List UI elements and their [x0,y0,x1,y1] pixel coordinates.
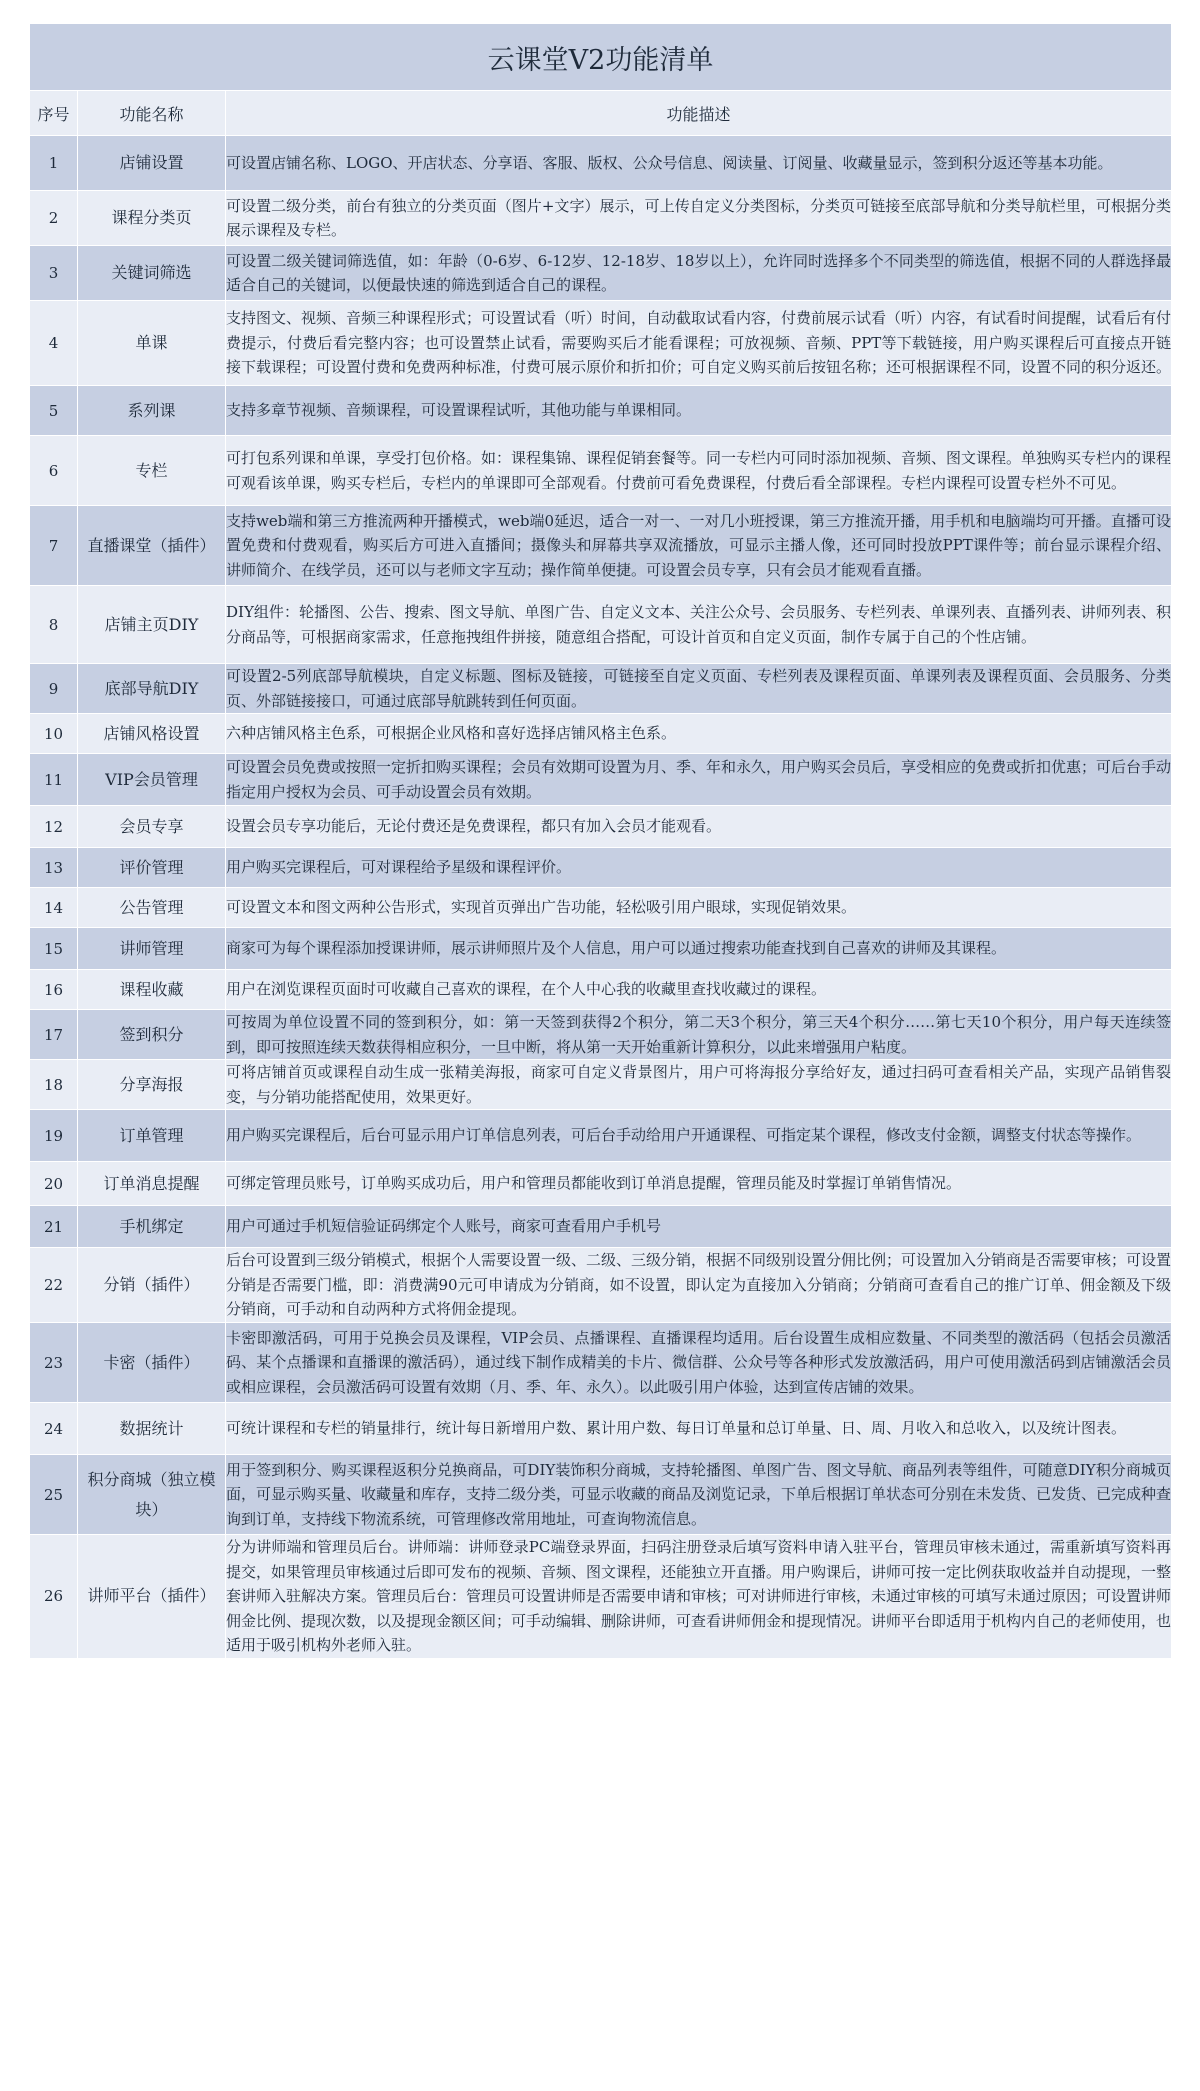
table-row [30,664,1172,714]
feature-name: 系列课 [78,386,226,436]
row-index: 7 [30,506,78,586]
feature-name: 店铺风格设置 [78,714,226,754]
table-row [30,1060,1172,1110]
header-row [30,91,1172,136]
feature-description: 可绑定管理员账号，订单购买成功后，用户和管理员都能收到订单消息提醒，管理员能及时掌握订单销售情况。 [226,1162,1172,1206]
feature-description: 用户购买完课程后，后台可显示用户订单信息列表，可后台手动给用户开通课程、可指定某个课程，修改支付金额，调整支付状态等操作。 [226,1110,1172,1162]
header-description: 功能描述 [226,91,1172,136]
row-index: 8 [30,586,78,664]
table-row [30,1162,1172,1206]
feature-name: 讲师平台（插件） [78,1535,226,1659]
table-row [30,1455,1172,1535]
feature-description: 可设置二级分类，前台有独立的分类页面（图片+文字）展示，可上传自定义分类图标，分类页可链接至底部导航和分类导航栏里，可根据分类展示课程及专栏。 [226,191,1172,246]
feature-name: 订单消息提醒 [78,1162,226,1206]
feature-description: 设置会员专享功能后，无论付费还是免费课程，都只有加入会员才能观看。 [226,806,1172,848]
table-row [30,754,1172,806]
table-row [30,191,1172,246]
feature-name: 课程收藏 [78,970,226,1010]
table-row [30,301,1172,386]
row-index: 26 [30,1535,78,1659]
row-index: 18 [30,1060,78,1110]
feature-description: 可设置文本和图文两种公告形式，实现首页弹出广告功能，轻松吸引用户眼球，实现促销效果。 [226,888,1172,928]
feature-name: 直播课堂（插件） [78,506,226,586]
feature-description: 用于签到积分、购买课程返积分兑换商品，可DIY装饰积分商城，支持轮播图、单图广告、图文导航、商品列表等组件，可随意DIY积分商城页面，可显示购买量、收藏量和库存，支持二级分类，可显示收藏的商品及浏览记录，下单后根据订单状态可分别在未发货、已发货、已完成种查询到订单，支持线下物流系统，可管理修改常用地址，可查询物流信息。 [226,1455,1172,1535]
feature-description: 可将店铺首页或课程自动生成一张精美海报，商家可自定义背景图片，用户可将海报分享给好友，通过扫码可查看相关产品，实现产品销售裂变，与分销功能搭配使用，效果更好。 [226,1060,1172,1110]
feature-name: 会员专享 [78,806,226,848]
feature-name: 评价管理 [78,848,226,888]
row-index: 9 [30,664,78,714]
table-row [30,246,1172,301]
feature-name: 关键词筛选 [78,246,226,301]
feature-name: 课程分类页 [78,191,226,246]
row-index: 3 [30,246,78,301]
row-index: 14 [30,888,78,928]
feature-description: 用户购买完课程后，可对课程给予星级和课程评价。 [226,848,1172,888]
row-index: 25 [30,1455,78,1535]
table-row [30,1248,1172,1323]
feature-description: 可按周为单位设置不同的签到积分，如：第一天签到获得2个积分，第二天3个积分，第三天4个积分……第七天10个积分，用户每天连续签到，即可按照连续天数获得相应积分，一旦中断，将从第一天开始重新计算积分，以此来增强用户粘度。 [226,1010,1172,1060]
feature-description: 可统计课程和专栏的销量排行，统计每日新增用户数、累计用户数、每日订单量和总订单量、日、周、月收入和总收入，以及统计图表。 [226,1403,1172,1455]
feature-name: 卡密（插件） [78,1323,226,1403]
row-index: 6 [30,436,78,506]
feature-name: 签到积分 [78,1010,226,1060]
feature-name: VIP会员管理 [78,754,226,806]
feature-name: 积分商城（独立模块） [78,1455,226,1535]
row-index: 23 [30,1323,78,1403]
table-body [30,136,1172,1659]
feature-description: 用户在浏览课程页面时可收藏自己喜欢的课程，在个人中心我的收藏里查找收藏过的课程。 [226,970,1172,1010]
row-index: 16 [30,970,78,1010]
table-row [30,1403,1172,1455]
feature-name: 店铺设置 [78,136,226,191]
row-index: 21 [30,1206,78,1248]
feature-name: 分销（插件） [78,1248,226,1323]
table-row [30,928,1172,970]
row-index: 20 [30,1162,78,1206]
row-index: 15 [30,928,78,970]
table-row [30,1110,1172,1162]
feature-name: 公告管理 [78,888,226,928]
table-row [30,1323,1172,1403]
row-index: 11 [30,754,78,806]
feature-description: 可设置会员免费或按照一定折扣购买课程；会员有效期可设置为月、季、年和永久，用户购买会员后，享受相应的免费或折扣优惠；可后台手动指定用户授权为会员、可手动设置会员有效期。 [226,754,1172,806]
feature-description: 六种店铺风格主色系，可根据企业风格和喜好选择店铺风格主色系。 [226,714,1172,754]
feature-description: 分为讲师端和管理员后台。讲师端：讲师登录PC端登录界面，扫码注册登录后填写资料申请入驻平台，管理员审核未通过，需重新填写资料再提交，如果管理员审核通过后即可发布的视频、音频、图文课程，还能独立开直播。用户购课后，讲师可按一定比例获取收益并自动提现，一整套讲师入驻解决方案。管理员后台：管理员可设置讲师是否需要申请和审核；可对讲师进行审核，未通过审核的可填写未通过原因；可设置讲师佣金比例、提现次数，以及提现金额区间；可手动编辑、删除讲师，可查看讲师佣金和提现情况。讲师平台即适用于机构内自己的老师使用，也适用于吸引机构外老师入驻。 [226,1535,1172,1659]
table-row [30,506,1172,586]
feature-description: 支持多章节视频、音频课程，可设置课程试听，其他功能与单课相同。 [226,386,1172,436]
page-title: 云课堂V2功能清单 [30,24,1172,91]
row-index: 22 [30,1248,78,1323]
table-row [30,586,1172,664]
feature-name: 讲师管理 [78,928,226,970]
feature-name: 订单管理 [78,1110,226,1162]
table-row [30,1206,1172,1248]
feature-description: 可设置2-5列底部导航模块，自定义标题、图标及链接，可链接至自定义页面、专栏列表及课程页面、单课列表及课程页面、会员服务、分类页、外部链接接口，可通过底部导航跳转到任何页面。 [226,664,1172,714]
row-index: 1 [30,136,78,191]
feature-description: 卡密即激活码，可用于兑换会员及课程，VIP会员、点播课程、直播课程均适用。后台设置生成相应数量、不同类型的激活码（包括会员激活码、某个点播课和直播课的激活码），通过线下制作成精美的卡片、微信群、公众号等各种形式发放激活码，用户可使用激活码到店铺激活会员或相应课程，会员激活码可设置有效期（月、季、年、永久）。以此吸引用户体验，达到宣传店铺的效果。 [226,1323,1172,1403]
table-row [30,970,1172,1010]
row-index: 24 [30,1403,78,1455]
feature-name: 店铺主页DIY [78,586,226,664]
table-row [30,136,1172,191]
row-index: 12 [30,806,78,848]
table-row [30,888,1172,928]
table-row [30,1010,1172,1060]
feature-description: 用户可通过手机短信验证码绑定个人账号，商家可查看用户手机号 [226,1206,1172,1248]
row-index: 17 [30,1010,78,1060]
row-index: 4 [30,301,78,386]
feature-name: 单课 [78,301,226,386]
feature-description: 支持图文、视频、音频三种课程形式；可设置试看（听）时间，自动截取试看内容，付费前展示试看（听）内容，有试看时间提醒，试看后有付费提示，付费后看完整内容；也可设置禁止试看，需要购买后才能看课程；可放视频、音频、PPT等下载链接，用户购买课程后可直接点开链接下载课程；可设置付费和免费两种标准，付费可展示原价和折扣价；可自定义购买前后按钮名称；还可根据课程不同，设置不同的积分返还。 [226,301,1172,386]
table-row [30,714,1172,754]
feature-description: 支持web端和第三方推流两种开播模式，web端0延迟，适合一对一、一对几小班授课，第三方推流开播，用手机和电脑端均可开播。直播可设置免费和付费观看，购买后方可进入直播间；摄像头和屏幕共享双流播放，可显示主播人像，还可同时投放PPT课件等；前台显示课程介绍、讲师简介、在线学员，还可以与老师文字互动；操作简单便捷。可设置会员专享，只有会员才能观看直播。 [226,506,1172,586]
feature-name: 手机绑定 [78,1206,226,1248]
row-index: 10 [30,714,78,754]
feature-description: DIY组件：轮播图、公告、搜索、图文导航、单图广告、自定义文本、关注公众号、会员服务、专栏列表、单课列表、直播列表、讲师列表、积分商品等，可根据商家需求，任意拖拽组件拼接，随意组合搭配，可设计首页和自定义页面，制作专属于自己的个性店铺。 [226,586,1172,664]
table-row [30,848,1172,888]
feature-name: 底部导航DIY [78,664,226,714]
feature-table [29,23,1172,1659]
feature-description: 后台可设置到三级分销模式，根据个人需要设置一级、二级、三级分销，根据不同级别设置分佣比例；可设置加入分销商是否需要审核；可设置分销是否需要门槛，即：消费满90元可申请成为分销商，如不设置，即认定为直接加入分销商；分销商可查看自己的推广订单、佣金额及下级分销商，可手动和自动两种方式将佣金提现。 [226,1248,1172,1323]
feature-name: 专栏 [78,436,226,506]
feature-description: 可设置二级关键词筛选值，如：年龄（0-6岁、6-12岁、12-18岁、18岁以上），允许同时选择多个不同类型的筛选值，根据不同的人群选择最适合自己的关键词，以便最快速的筛选到适合自己的课程。 [226,246,1172,301]
table-row [30,436,1172,506]
row-index: 13 [30,848,78,888]
feature-name: 数据统计 [78,1403,226,1455]
feature-description: 可打包系列课和单课，享受打包价格。如：课程集锦、课程促销套餐等。同一专栏内可同时添加视频、音频、图文课程。单独购买专栏内的课程可观看该单课，购买专栏后，专栏内的单课即可全部观看。付费前可看免费课程，付费后看全部课程。专栏内课程可设置专栏外不可见。 [226,436,1172,506]
feature-name: 分享海报 [78,1060,226,1110]
header-index: 序号 [30,91,78,136]
header-name: 功能名称 [78,91,226,136]
feature-description: 可设置店铺名称、LOGO、开店状态、分享语、客服、版权、公众号信息、阅读量、订阅量、收藏量显示，签到积分返还等基本功能。 [226,136,1172,191]
feature-description: 商家可为每个课程添加授课讲师，展示讲师照片及个人信息，用户可以通过搜索功能查找到自己喜欢的讲师及其课程。 [226,928,1172,970]
row-index: 19 [30,1110,78,1162]
table-row [30,386,1172,436]
row-index: 2 [30,191,78,246]
row-index: 5 [30,386,78,436]
table-row [30,806,1172,848]
table-row [30,1535,1172,1659]
